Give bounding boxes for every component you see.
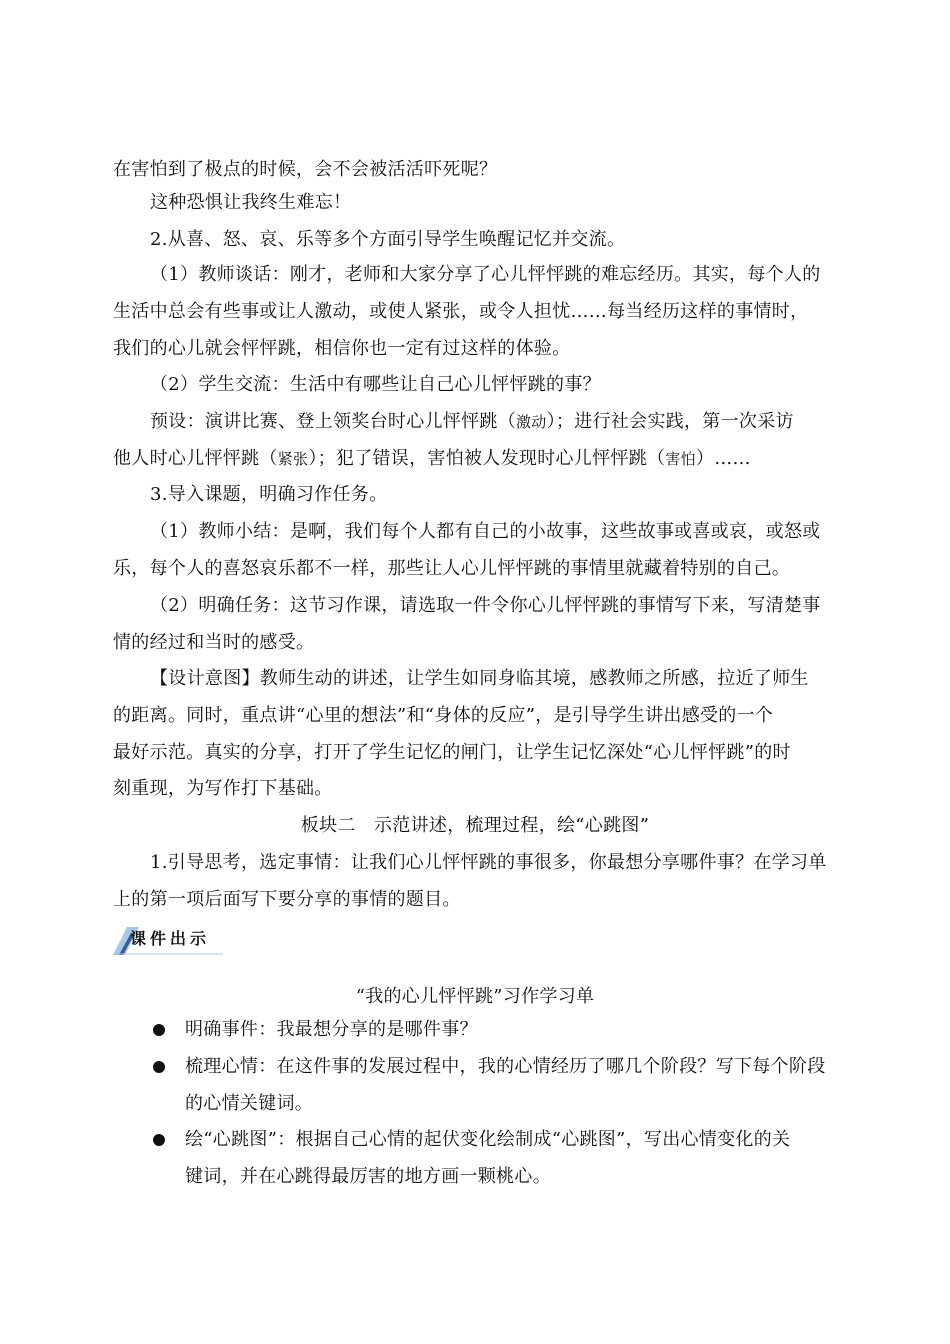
bullet-icon xyxy=(153,1134,165,1146)
paragraph-line: 上的第一项后面写下要分享的事情的题目。 xyxy=(113,889,461,910)
text-run: ）；犯了错误，害怕被人发现时心儿怦怦跳（ xyxy=(308,448,666,469)
paragraph-line: （2）学生交流：生活中有哪些让自己心儿怦怦跳的事？ xyxy=(150,374,601,395)
text-run: 预设：演讲比赛、登上领奖台时心儿怦怦跳（ xyxy=(150,411,516,432)
paragraph-line: 这种恐惧让我终生难忘！ xyxy=(150,192,352,213)
paragraph-line: 情的经过和当时的感受。 xyxy=(113,632,315,653)
paragraph-line: （1）教师谈话：刚才，老师和大家分享了心儿怦怦跳的难忘经历。其实，每个人的 xyxy=(150,264,821,285)
paragraph-line: 在害怕到了极点的时候，会不会被活活吓死呢？ xyxy=(113,159,498,180)
text-run: 激动 xyxy=(516,413,547,431)
paragraph-line xyxy=(150,410,900,434)
worksheet-item: 明确事件：我最想分享的是哪件事？ xyxy=(185,1019,478,1040)
text-run: 他人时心儿怦怦跳（ xyxy=(113,448,278,469)
text-run: ）；进行社会实践，第一次采访 xyxy=(546,411,794,432)
bullet-icon xyxy=(153,1061,165,1073)
paragraph-line xyxy=(113,447,863,471)
paragraph-line: 我们的心儿就会怦怦跳，相信你也一定有过这样的体验。 xyxy=(113,338,571,359)
paragraph-line: 2.从喜、怒、哀、乐等多个方面引导学生唤醒记忆并交流。 xyxy=(150,229,626,250)
worksheet-item-continued: 键词，并在心跳得最厉害的地方画一颗桃心。 xyxy=(185,1166,551,1187)
paragraph-line: 1.引导思考，选定事情：让我们心儿怦怦跳的事很多，你最想分享哪件事？在学习单 xyxy=(150,852,827,873)
paragraph-line: 乐，每个人的喜怒哀乐都不一样，那些让人心儿怦怦跳的事情里就藏着特别的自己。 xyxy=(113,558,791,579)
paragraph-line: （2）明确任务：这节习作课，请选取一件令你心儿怦怦跳的事情写下来，写清楚事 xyxy=(150,595,821,616)
bullet-icon xyxy=(153,1024,165,1036)
paragraph-line: 的距离。同时，重点讲“心里的想法”和“身体的反应”，是引导学生讲出感受的一个 xyxy=(113,705,774,726)
text-run: ）…… xyxy=(695,448,751,469)
paragraph-line: 生活中总会有些事或让人激动，或使人紧张，或令人担忧……每当经历这样的事情时， xyxy=(113,301,809,322)
worksheet-item-continued: 的心情关键词。 xyxy=(185,1093,314,1114)
courseware-label: 课件出示 xyxy=(130,929,211,948)
paragraph-line: （1）教师小结：是啊，我们每个人都有自己的小故事，这些故事或喜或哀，或怒或 xyxy=(150,521,821,542)
text-run: 害怕 xyxy=(665,450,696,468)
text-run: 紧张 xyxy=(277,450,309,468)
worksheet-item: 绘“心跳图”：根据自己心情的起伏变化绘制成“心跳图”，写出心情变化的关 xyxy=(185,1129,791,1150)
worksheet-item: 梳理心情：在这件事的发展过程中，我的心情经历了哪几个阶段？写下每个阶段 xyxy=(185,1056,826,1077)
paragraph-line: 【设计意图】教师生动的讲述，让学生如同身临其境，感教师之所感，拉近了师生 xyxy=(150,668,809,689)
paragraph-line: 刻重现，为写作打下基础。 xyxy=(113,778,333,799)
paragraph-line: 3.导入课题，明确习作任务。 xyxy=(150,484,388,505)
worksheet-title: “我的心儿怦怦跳”习作学习单 xyxy=(355,986,595,1007)
section-heading: 板块二 示范讲述，梳理过程，绘“心跳图” xyxy=(300,815,650,836)
paragraph-line: 最好示范。真实的分享，打开了学生记忆的闸门，让学生记忆深处“心儿怦怦跳”的时 xyxy=(113,742,791,763)
